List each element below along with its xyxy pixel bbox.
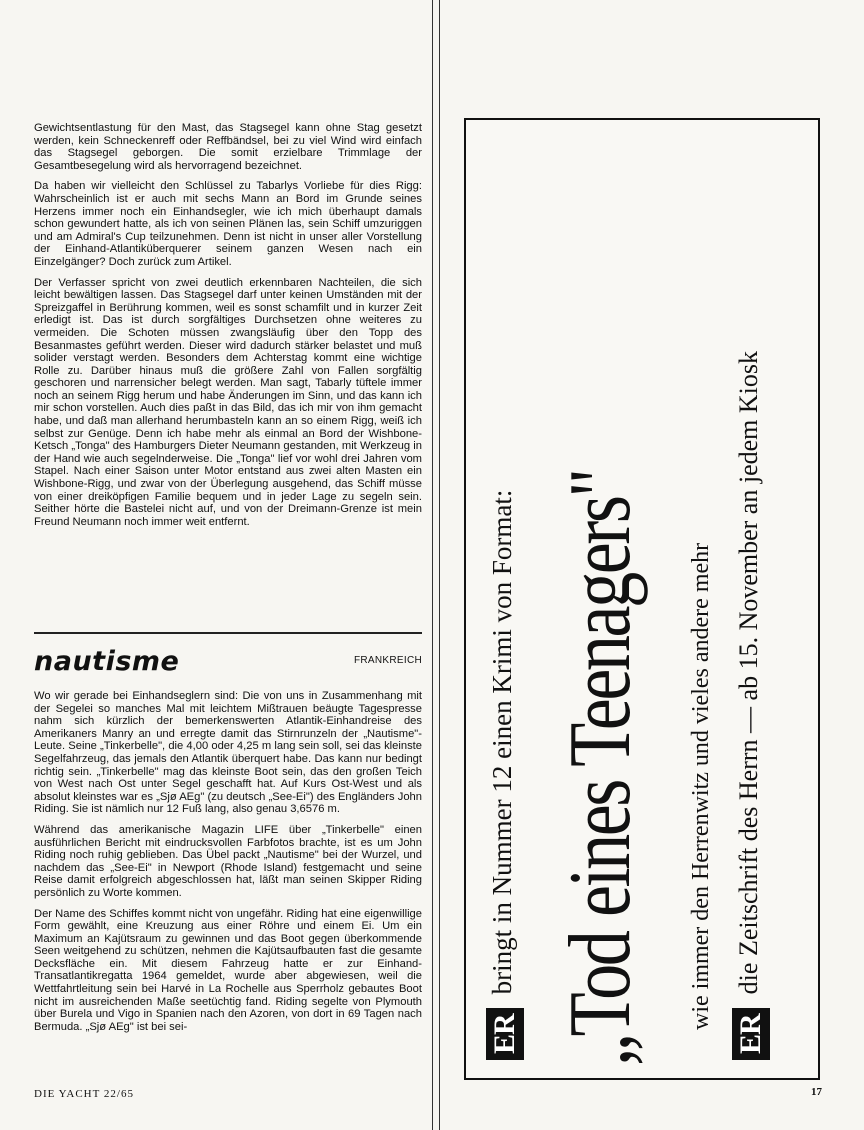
publication-footer: DIE YACHT 22/65 [34, 1088, 134, 1100]
ad-line-4 [732, 351, 770, 1060]
section-divider [34, 632, 422, 634]
page-number: 17 [811, 1086, 822, 1098]
er-logo-2: ER [732, 1008, 770, 1060]
ad-line-3 [688, 543, 715, 1030]
article-paragraph: Da haben wir vielleicht den Schlüssel zu Tabarlys Vorliebe für dies Rigg: Wahrscheinlich ist er auch mit sechs Mann an Bord im Grunde seines Herzens immer noch ein Einhandsegler, wie ich mich überhaupt damals schon gewundert hatte, als ich von seinen Plänen las, sein Schiff umzuriggen und am Admiral's Cup teilzunehmen. Denn ist nicht in unser aller Vorstellung der Einhand-Atlantiküberquerer seinem ganzen Wesen nach ein Einzelgänger? Doch zurück zum Artikel. [34, 180, 422, 268]
article-column-top [34, 122, 422, 536]
article-column-bottom [34, 690, 422, 1041]
advertisement-box [464, 118, 820, 1080]
ad-line-4-text: die Zeitschrift des Herrn — ab 15. November an jedem Kiosk [733, 351, 763, 995]
ad-line-1 [486, 490, 524, 1060]
article-paragraph: Der Name des Schiffes kommt nicht von ungefähr. Riding hat eine eigenwillige Form gewählt, eine Kreuzung aus einer Röhre und einem Ei. Um ein Maximum an Kajütsraum zu gewinnen und das Boot gegen überkommende Seen weitgehend zu schützen, nehmen die Kajütsaufbauten fast die gesamte Decksfläche ein. Mit diesem Fahrzeug hatte er zur Einhand-Transatlantikregatta 1964 gemeldet, wurde aber abgewiesen, weil die Wettfahrtleitung sein bei Harvé in La Rochelle aus Sperrholz gebautes Boot nicht im ausreichenden Maße seetüchtig fand. Riding segelte von Plymouth über Burela und Vigo in Spanien nach den Azoren, von dort in 69 Tagen nach Bermuda. „Sjø AEg" ist bei sei- [34, 907, 422, 1033]
ad-headline-text: „Tod eines Teenagers" [552, 470, 649, 1067]
er-logo-1: ER [486, 1008, 524, 1060]
ad-headline [550, 471, 651, 1066]
article-paragraph: Wo wir gerade bei Einhandseglern sind: Die von uns in Zusammenhang mit der Segelei so manches Mal mit leichtem Mißtrauen beäugte Tagespresse nahm sich kürzlich der bemerkenswerten Atlantik-Einhandreise des Amerikaners Manry an und erregte damit das Stirnrunzeln der „Nautisme"-Leute. Seine „Tinkerbelle", die 4,00 oder 4,25 m lang sein soll, sei das kleinste Segelfahrzeug, das jemals den Atlantik überquert habe. Das kann nur bedingt richtig sein. „Tinkerbelle" mag das kleinste Boot sein, das den großen Teich von West nach Ost unter Segel geschafft hat. Auf Kurs Ost-West und als absolut kleinstes war es „Sjø AEg" (zu deutsch „See-Ei") des Engländers John Riding. Sie ist nämlich nur 12 Fuß lang, also genau 3,6576 m. [34, 690, 422, 816]
article-paragraph: Während das amerikanische Magazin LIFE über „Tinkerbelle" einen ausführlichen Bericht mit eindrucksvollen Farbfotos brachte, ist es um John Riding noch ruhig geblieben. Das Übel packt „Nautisme" bei der Wurzel, und nachdem das „See-Ei" in Newport (Rhode Island) festgemacht und seine Reise damit erfolgreich abgeschlossen hat, läßt man seinen Skipper Riding persönlich zu Worte kommen. [34, 823, 422, 899]
section-title: nautisme [34, 646, 180, 677]
article-paragraph: Gewichtsentlastung für den Mast, das Stagsegel kann ohne Stag gesetzt werden, kein Schneckenreff oder Reffbändsel, bei zu viel Wind wird einfach das Stagsegel geborgen. Die somit erzielbare Trimmlage der Gesamtbesegelung wird als hervorragend bezeichnet. [34, 122, 422, 172]
column-gutter [432, 0, 440, 1130]
section-country: FRANKREICH [353, 655, 422, 666]
ad-line-3-text: wie immer den Herrenwitz und vieles andere mehr [688, 542, 714, 1030]
section-header [34, 646, 422, 686]
ad-line-1-text: bringt in Nummer 12 einen Krimi von Format: [487, 489, 518, 995]
article-paragraph: Der Verfasser spricht von zwei deutlich erkennbaren Nachteilen, die sich leicht bewältigen lassen. Das Stagsegel darf unter keinen Umständen mit der Spreizgaffel in Berührung kommen, weil es sonst schamfilt und in kurzer Zeit erledigt ist. Das ist durch sorgfältiges Durchsetzen ohne weiteres zu vermeiden. Die Schoten müssen zwangsläufig über den Topp des Besanmastes geführt werden. Dieser wird dadurch stärker belastet und muß solider verstagt werden. Besonders dem Achterstag kommt eine wichtige Rolle zu. Darüber hinaus muß die größere Zahl von Fallen sorgfältig geschoren und narrensicher belegt werden. Man sagt, Tabarly tüftele immer noch an seinem Rigg herum und habe Änderungen im Sinn, und das kann ich mir schon vorstellen. Auch dies paßt in das Bild, das ich mir von ihm gemacht habe, und daß man allerhand herumbasteln kann an so einem Rigg, weiß ich selbst zur Genüge. Denn ich habe mehr als einmal an Bord der Wishbone-Ketsch „Tonga" des Hamburgers Dieter Neumann gestanden, mit Werkzeug in der Hand wie auch segelnderweise. Die „Tonga" lief vor wohl drei Jahren vom Stapel. Nach einer Saison unter Motor entstand aus zwei alten Masten ein Wishbone-Rigg, und zwar von der Überlegung ausgehend, das Schiff müsse von einer dreiköpfigen Familie bequem und in jeder Lage zu segeln sein. Seither hörte die Bastelei nicht auf, und von der Dreimann-Grenze ist mein Freund Neumann noch immer weit entfernt. [34, 276, 422, 528]
